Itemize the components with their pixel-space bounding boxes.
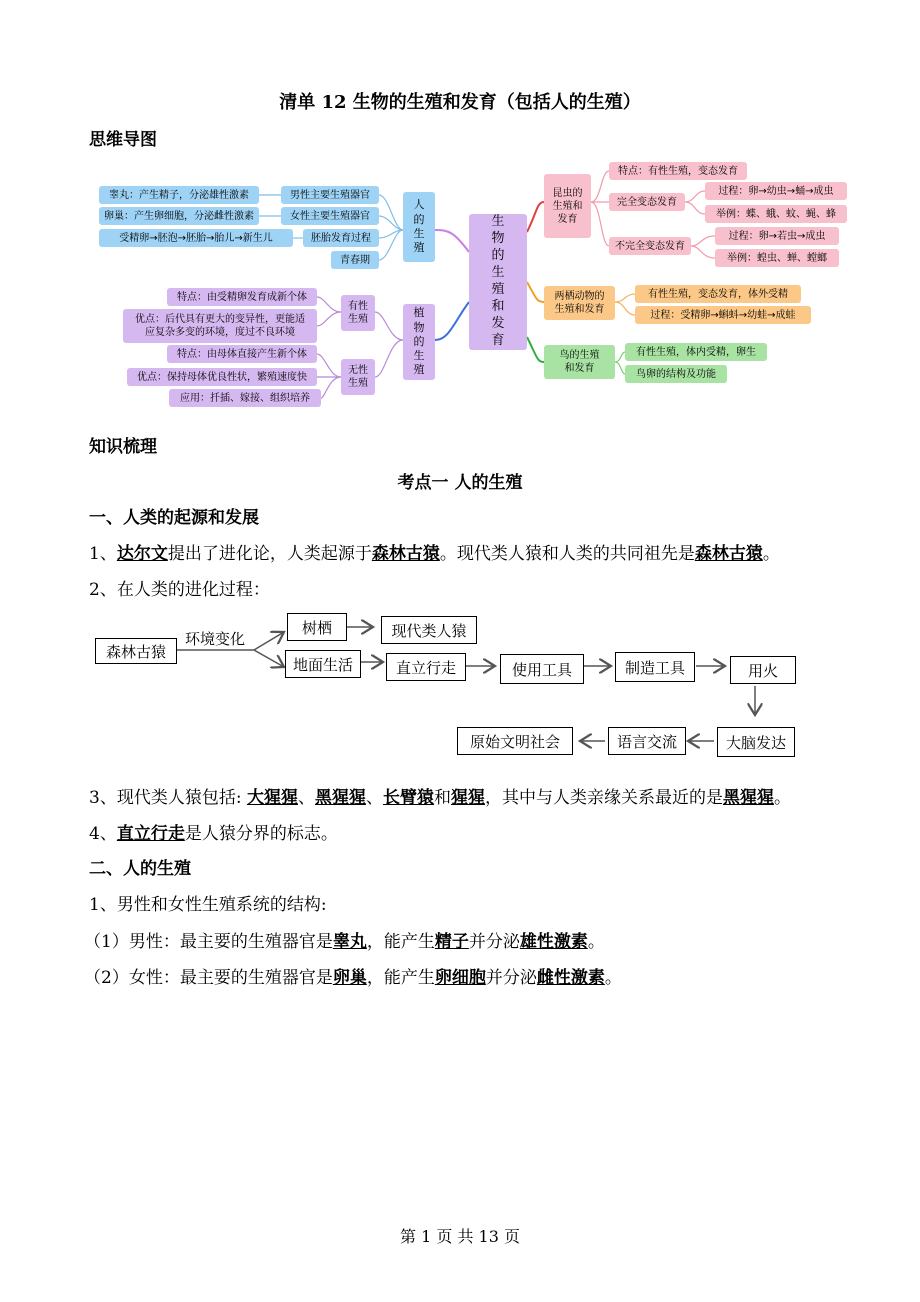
mindmap-complete-process: 过程：卵→幼虫→蛹→成虫 [705, 182, 847, 200]
p4-a: 4、 [89, 824, 117, 844]
mindmap-insect-feature: 特点：有性生殖，变态发育 [609, 162, 747, 180]
mindmap-sexual-adv-line2: 应复杂多变的环境，度过不良环境 [145, 327, 295, 338]
p6-g: 。 [587, 932, 605, 952]
mindmap-amphibian-process: 过程：受精卵→蝌蚪→幼蛙→成蛙 [635, 306, 811, 324]
flow-tree: 树栖 [287, 613, 347, 641]
p3-i: ，其中与人类亲缘关系最近的是 [484, 788, 723, 808]
p7-c: ，能产生 [366, 968, 435, 988]
mindmap-amphibian-line2: 生殖和发育 [554, 304, 605, 315]
mindmap-amphibian [544, 286, 615, 320]
p6-f: 雄性激素 [519, 932, 588, 952]
mindmap-male-desc: 睾丸：产生精子，分泌雄性激素 [99, 186, 259, 204]
p7-e: 并分泌 [485, 968, 537, 988]
mindmap-incomplete-process: 过程：卵→若虫→成虫 [715, 227, 839, 245]
paragraph-3 [89, 783, 791, 808]
mindmap-plant-asexual: 无性生殖 [341, 359, 375, 395]
flow-start: 森林古猿 [95, 638, 177, 664]
flow-upright: 直立行走 [386, 653, 466, 681]
mind-map [89, 152, 849, 402]
mindmap-heading: 思维导图 [89, 130, 157, 150]
p6-a: （1）男性：最主要的生殖器官是 [84, 932, 333, 952]
mindmap-embryo-desc: 受精卵→胚泡→胚胎→胎儿→新生儿 [99, 229, 293, 247]
flow-make: 制造工具 [615, 652, 695, 682]
p6-d: 精子 [434, 932, 469, 952]
mindmap-asexual-feature: 特点：由母体直接产生新个体 [167, 345, 317, 363]
p7-f: 雌性激素 [536, 968, 605, 988]
p3-c: 、 [297, 788, 315, 808]
p3-d: 黑猩猩 [314, 788, 366, 808]
p6-c: ，能产生 [366, 932, 435, 952]
p6-e: 并分泌 [468, 932, 520, 952]
mindmap-insect-complete: 完全变态发育 [609, 193, 685, 211]
flow-brain: 大脑发达 [717, 727, 795, 757]
p7-d: 卵细胞 [434, 968, 486, 988]
section2-heading: 二、人的生殖 [89, 859, 191, 879]
paragraph-5: 1、男性和女性生殖系统的结构: [89, 895, 327, 915]
mindmap-sexual-adv-line1: 优点：后代具有更大的变异性，更能适 [135, 314, 305, 325]
flow-tools: 使用工具 [500, 654, 584, 684]
mindmap-puberty: 青春期 [331, 251, 379, 269]
paragraph-4 [89, 819, 338, 844]
mindmap-asexual-adv: 优点：保持母体优良性状，繁殖速度快 [127, 368, 317, 386]
p3-j: 黑猩猩 [722, 788, 774, 808]
mindmap-human: 人的生殖 [403, 192, 435, 262]
p1-d: 森林古猿 [371, 544, 440, 564]
page-footer: 第 1 页 共 13 页 [400, 1227, 520, 1246]
p3-e: 、 [365, 788, 383, 808]
mindmap-bird [544, 345, 615, 379]
evolution-flow [89, 610, 809, 770]
mindmap-bird-line1: 鸟的生殖 [559, 350, 600, 361]
mindmap-sexual-feature: 特点：由受精卵发育成新个体 [167, 288, 317, 306]
mindmap-sexual-adv [123, 309, 317, 343]
kaodian-title: 考点一 人的生殖 [397, 473, 523, 493]
mindmap-asexual-app: 应用：扦插、嫁接、组织培养 [169, 389, 321, 407]
paragraph-7 [84, 963, 622, 988]
mindmap-amphibian-line1: 两栖动物的 [554, 291, 605, 302]
p4-c: 是人猿分界的标志。 [184, 824, 338, 844]
mindmap-plant: 植物的生殖 [403, 304, 435, 380]
p3-h: 猩猩 [450, 788, 485, 808]
knowledge-heading: 知识梳理 [89, 437, 157, 457]
mindmap-insect-incomplete: 不完全变态发育 [609, 237, 691, 255]
p1-a: 1、 [89, 544, 117, 564]
paragraph-2: 2、在人类的进化过程： [89, 580, 270, 600]
paragraph-6 [84, 927, 605, 952]
mindmap-plant-sexual: 有性生殖 [341, 295, 375, 331]
flow-ground: 地面生活 [285, 650, 361, 678]
p7-g: 。 [604, 968, 622, 988]
mindmap-amphibian-feature: 有性生殖，变态发育，体外受精 [635, 285, 801, 303]
section1-heading: 一、人类的起源和发展 [89, 508, 259, 528]
p6-b: 睾丸 [332, 932, 367, 952]
p1-e: 。现代类人猿和人类的共同祖先是 [439, 544, 695, 564]
p1-b: 达尔文 [116, 544, 168, 564]
mindmap-male-organ: 男性主要生殖器官 [281, 186, 379, 204]
flow-change-label: 环境变化 [185, 630, 246, 648]
mindmap-bird-feature: 有性生殖，体内受精，卵生 [625, 343, 767, 361]
mindmap-female-desc: 卵巢：产生卵细胞，分泌雌性激素 [99, 207, 259, 225]
mindmap-root: 生物的生殖和发育 [469, 214, 527, 350]
p3-k: 。 [773, 788, 791, 808]
mindmap-bird-egg: 鸟卵的结构及功能 [625, 365, 727, 383]
p4-b: 直立行走 [116, 824, 185, 844]
mindmap-complete-examples: 举例：蝶、蛾、蚊、蝇、蜂 [705, 205, 847, 223]
p3-a: 3、现代类人猿包括: [89, 788, 247, 808]
mindmap-embryo: 胚胎发育过程 [303, 229, 379, 247]
flow-ape: 现代类人猿 [381, 616, 477, 644]
mindmap-bird-line2: 和发育 [564, 363, 595, 374]
p1-g: 。 [762, 544, 780, 564]
p3-b: 大猩猩 [246, 788, 298, 808]
p1-c: 提出了进化论，人类起源于 [167, 544, 372, 564]
flow-fire: 用火 [730, 656, 796, 684]
p7-a: （2）女性：最主要的生殖器官是 [84, 968, 333, 988]
flow-society: 原始文明社会 [457, 727, 573, 755]
p3-f: 长臂猿 [382, 788, 434, 808]
page-title: 清单 12 生物的生殖和发育（包括人的生殖） [279, 92, 641, 113]
mindmap-female-organ: 女性主要生殖器官 [281, 207, 379, 225]
p3-g: 和 [433, 788, 451, 808]
p1-f: 森林古猿 [694, 544, 763, 564]
p7-b: 卵巢 [332, 968, 367, 988]
mindmap-insect: 昆虫的生殖和发育 [544, 174, 591, 238]
flow-language: 语言交流 [608, 727, 686, 755]
mindmap-incomplete-examples: 举例：蝗虫、蝉、螳螂 [715, 249, 839, 267]
paragraph-1 [89, 539, 780, 564]
